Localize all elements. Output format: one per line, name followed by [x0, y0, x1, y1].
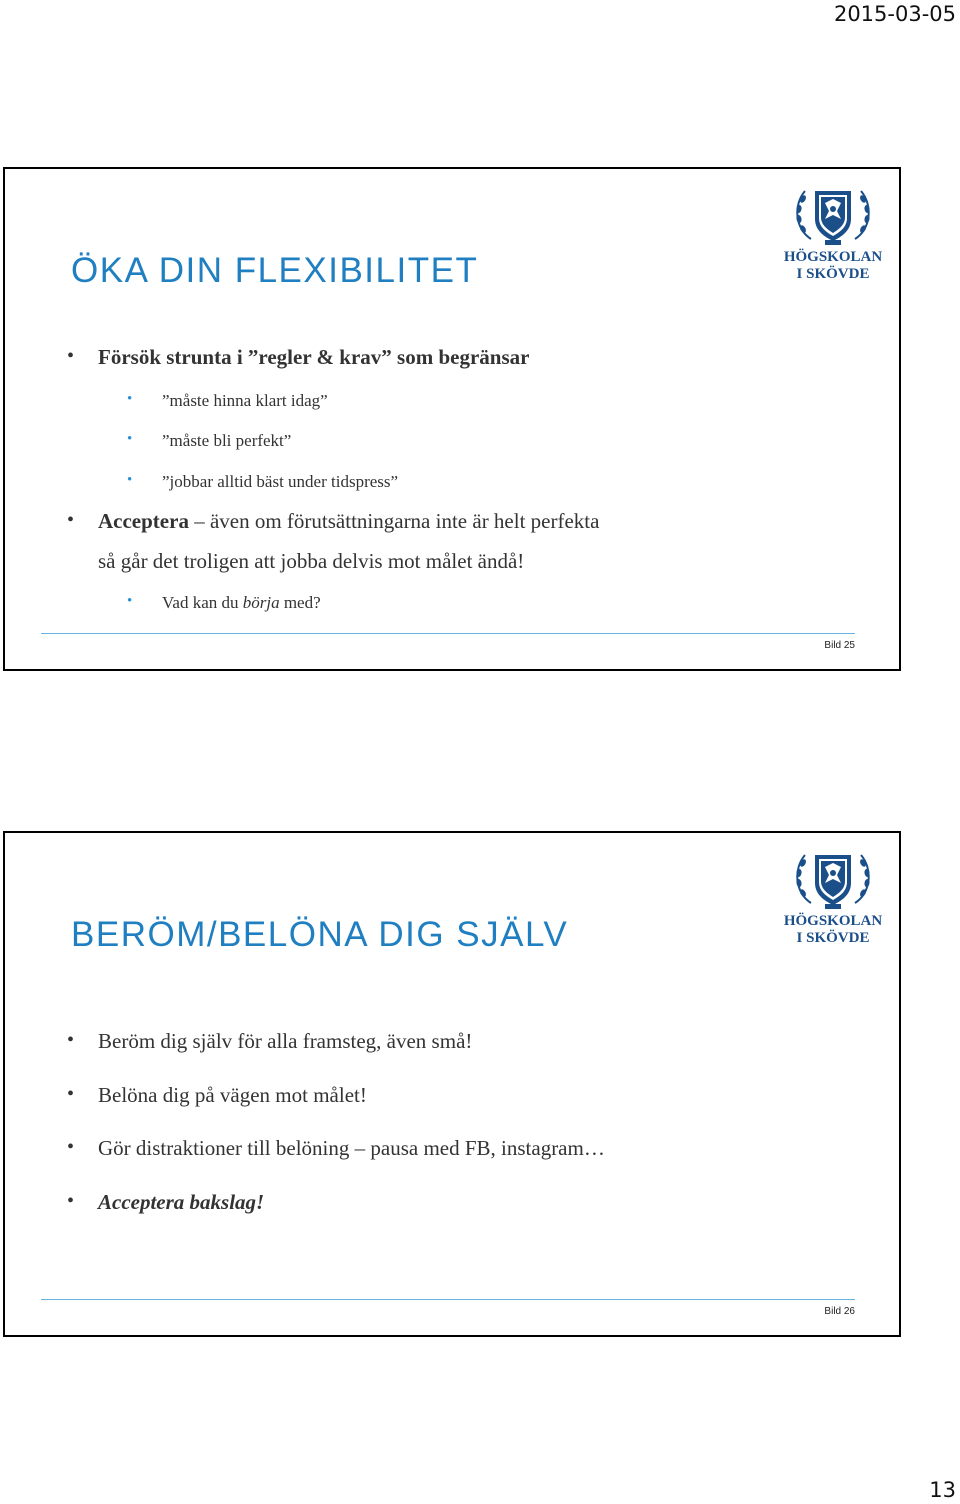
bullet-icon: •	[127, 593, 133, 609]
bullet-text	[162, 593, 321, 613]
footer-divider	[41, 633, 855, 634]
bullet-text: ”måste hinna klart idag”	[162, 391, 328, 410]
page-date: 2015-03-05	[833, 2, 956, 26]
bullet-text: Försök strunta i ”regler & krav” som begränsar	[98, 345, 530, 369]
bullet-icon: •	[67, 345, 75, 367]
bullet-text-bold: Acceptera	[98, 509, 189, 533]
slide-25	[3, 167, 901, 671]
bullet-icon: •	[67, 1029, 75, 1051]
bullet-text: så går det troligen att jobba delvis mot målet ändå!	[98, 549, 525, 573]
bullet-icon: •	[67, 1190, 75, 1212]
bullet-icon: •	[127, 391, 133, 407]
slide-26	[3, 831, 901, 1337]
bullet-text	[98, 509, 599, 534]
logo-text-line2: I SKÖVDE	[796, 930, 870, 946]
bullet-text: Acceptera bakslag!	[98, 1190, 265, 1214]
bullet-text: Beröm dig själv för alla framsteg, även små!	[98, 1029, 473, 1053]
hogskolan-i-skovde-crest-icon	[781, 185, 885, 247]
logo-text-line1: HÖGSKOLAN	[783, 913, 883, 929]
text-part: med?	[279, 593, 321, 612]
logo-text-line2: I SKÖVDE	[796, 266, 870, 282]
slide-number: Bild 26	[824, 1306, 855, 1317]
footer-divider	[41, 1299, 855, 1300]
hogskolan-i-skovde-crest-icon	[781, 849, 885, 911]
bullet-icon: •	[127, 472, 133, 488]
slide-title: BERÖM/BELÖNA DIG SJÄLV	[71, 915, 569, 954]
bullet-text: Belöna dig på vägen mot målet!	[98, 1083, 367, 1107]
slide-number: Bild 25	[824, 640, 855, 651]
bullet-icon: •	[67, 1136, 75, 1158]
bullet-text: ”måste bli perfekt”	[162, 431, 292, 450]
bullet-text: ”jobbar alltid bäst under tidspress”	[162, 472, 399, 491]
bullet-text: Gör distraktioner till belöning – pausa med FB, instagram…	[98, 1136, 605, 1160]
bullet-text-rest: – även om förutsättningarna inte är helt perfekta	[188, 509, 600, 533]
bullet-icon: •	[127, 431, 133, 447]
text-italic: börja	[242, 593, 280, 612]
page-number: 13	[929, 1478, 956, 1502]
bullet-icon: •	[67, 509, 75, 531]
text-part: Vad kan du	[162, 593, 243, 612]
bullet-icon: •	[67, 1083, 75, 1105]
university-logo	[781, 849, 885, 949]
slide-title: ÖKA DIN FLEXIBILITET	[71, 251, 479, 290]
university-logo	[781, 185, 885, 285]
logo-text-line1: HÖGSKOLAN	[783, 249, 883, 265]
